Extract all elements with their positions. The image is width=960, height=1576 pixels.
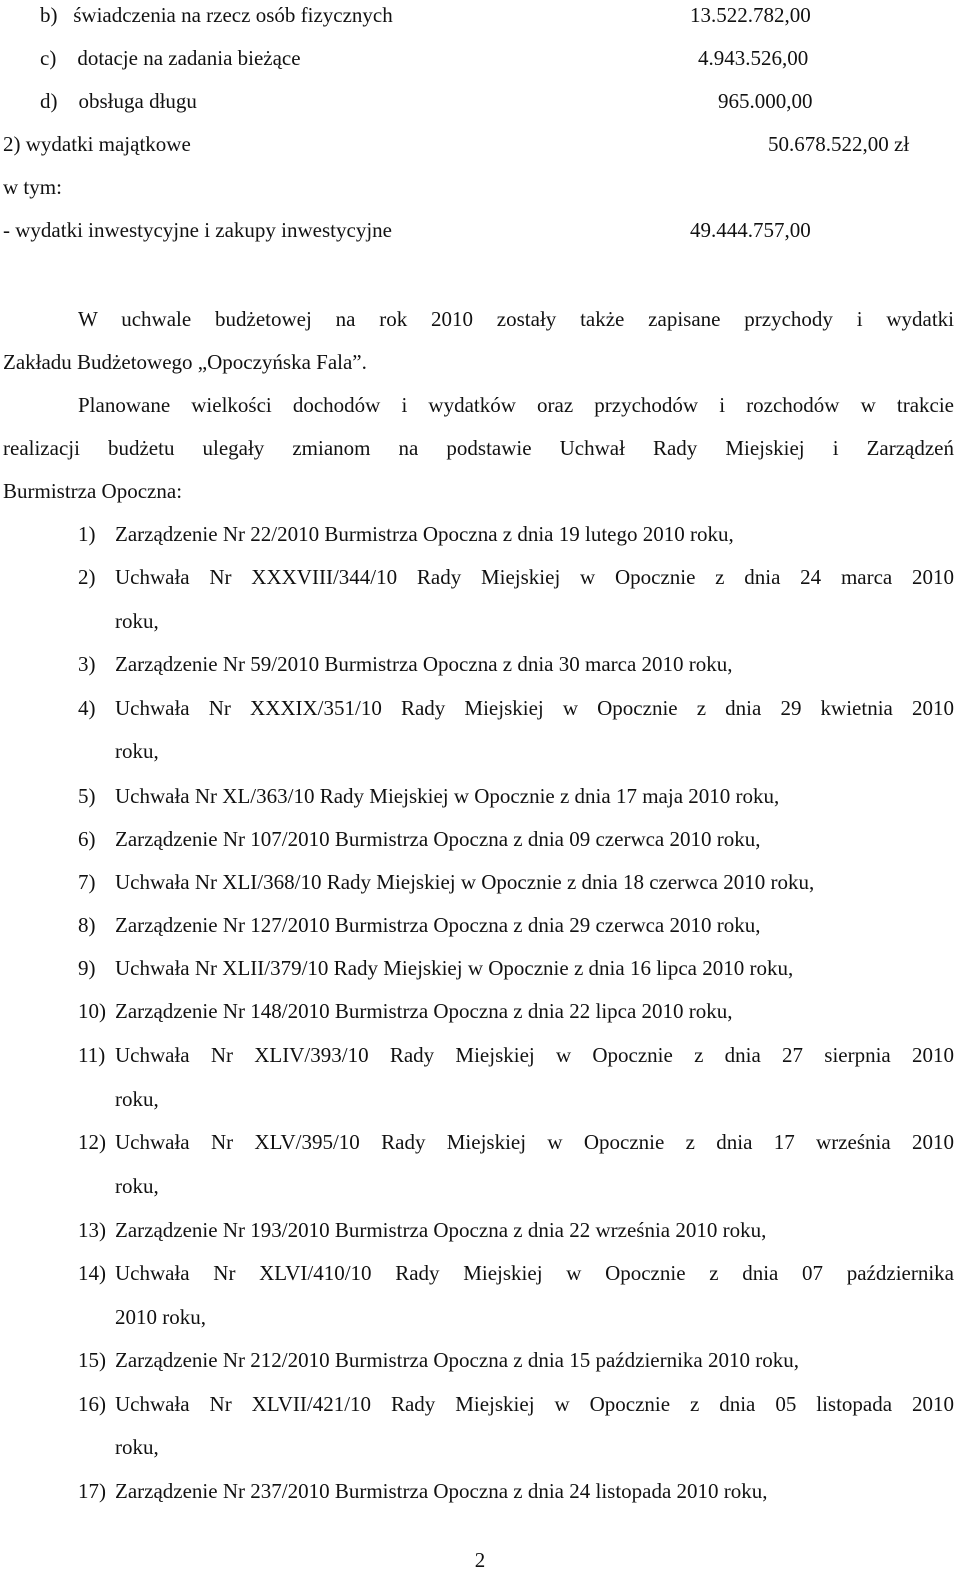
list-item-number: 12) [78,1130,106,1154]
paragraph-line: realizacji budżetu ulegały zmianom na podstawie Uchwał Rady Miejskiej i Zarządzeń [3,436,954,460]
list-item-text: roku, [115,609,159,633]
list-item-number: 14) [78,1261,106,1285]
list-item-text: Zarządzenie Nr 193/2010 Burmistrza Opoczna z dnia 22 września 2010 roku, [115,1218,767,1242]
paragraph-line: Planowane wielkości dochodów i wydatków oraz przychodów i rozchodów w trakcie [78,393,954,417]
list-item-text: Uchwała Nr XLVII/421/10 Rady Miejskiej w Opocznie z dnia 05 listopada 2010 [115,1392,954,1416]
budget-label: - wydatki inwestycyjne i zakupy inwestycyjne [3,218,392,242]
list-item-text: roku, [115,1087,159,1111]
list-item-text: Uchwała Nr XLII/379/10 Rady Miejskiej w Opocznie z dnia 16 lipca 2010 roku, [115,956,794,980]
list-item-number: 8) [78,913,96,937]
budget-amount: 13.522.782,00 [690,3,811,27]
budget-amount: 4.943.526,00 [698,46,809,70]
budget-line [0,129,960,159]
paragraph-line: W uchwale budżetowej na rok 2010 zostały także zapisane przychody i wydatki [78,307,954,331]
budget-line [0,43,960,73]
list-item-number: 3) [78,652,96,676]
budget-label: c) dotacje na zadania bieżące [40,46,301,70]
paragraph-line: Zakładu Budżetowego „Opoczyńska Fala”. [3,350,367,374]
list-item-number: 17) [78,1479,106,1503]
list-item-number: 15) [78,1348,106,1372]
list-item-number: 5) [78,784,96,808]
list-item-text: roku, [115,739,159,763]
budget-amount: 49.444.757,00 [690,218,811,242]
list-item-text: Uchwała Nr XXXVIII/344/10 Rady Miejskiej w Opocznie z dnia 24 marca 2010 [115,565,954,589]
paragraph-line: Burmistrza Opoczna: [3,479,183,503]
page-number: 2 [474,1548,486,1572]
list-item-text: 2010 roku, [115,1305,206,1329]
budget-line [0,86,960,116]
list-item-number: 11) [78,1043,106,1067]
list-item-number: 7) [78,870,96,894]
list-item-text: Uchwała Nr XLVI/410/10 Rady Miejskiej w Opocznie z dnia 07 października [115,1261,954,1285]
budget-line [0,0,960,30]
list-item-text: Zarządzenie Nr 59/2010 Burmistrza Opoczna z dnia 30 marca 2010 roku, [115,652,733,676]
list-item-text: roku, [115,1435,159,1459]
list-item-number: 4) [78,696,96,720]
list-item-number: 13) [78,1218,106,1242]
list-item-text: Uchwała Nr XL/363/10 Rady Miejskiej w Opocznie z dnia 17 maja 2010 roku, [115,784,780,808]
list-item-number: 10) [78,999,106,1023]
budget-line [0,172,960,202]
list-item-number: 16) [78,1392,106,1416]
list-item-number: 6) [78,827,96,851]
list-item-text: Uchwała Nr XLV/395/10 Rady Miejskiej w Opocznie z dnia 17 września 2010 [115,1130,954,1154]
budget-amount: 965.000,00 [718,89,813,113]
budget-label: d) obsługa długu [40,89,197,113]
list-item-number: 9) [78,956,96,980]
list-item-text: Zarządzenie Nr 22/2010 Burmistrza Opoczna z dnia 19 lutego 2010 roku, [115,522,734,546]
list-item-number: 2) [78,565,96,589]
budget-label: b) świadczenia na rzecz osób fizycznych [40,3,393,27]
budget-amount: 50.678.522,00 zł [768,132,910,156]
list-item-text: Zarządzenie Nr 212/2010 Burmistrza Opoczna z dnia 15 października 2010 roku, [115,1348,799,1372]
list-item-text: roku, [115,1174,159,1198]
list-item-text: Uchwała Nr XLI/368/10 Rady Miejskiej w Opocznie z dnia 18 czerwca 2010 roku, [115,870,815,894]
budget-label: w tym: [3,175,62,199]
budget-line [0,215,960,245]
list-item-text: Uchwała Nr XLIV/393/10 Rady Miejskiej w Opocznie z dnia 27 sierpnia 2010 [115,1043,954,1067]
list-item-text: Zarządzenie Nr 107/2010 Burmistrza Opoczna z dnia 09 czerwca 2010 roku, [115,827,761,851]
list-item-text: Zarządzenie Nr 127/2010 Burmistrza Opoczna z dnia 29 czerwca 2010 roku, [115,913,761,937]
list-item-text: Zarządzenie Nr 237/2010 Burmistrza Opoczna z dnia 24 listopada 2010 roku, [115,1479,768,1503]
list-item-number: 1) [78,522,96,546]
list-item-text: Uchwała Nr XXXIX/351/10 Rady Miejskiej w Opocznie z dnia 29 kwietnia 2010 [115,696,954,720]
budget-label: 2) wydatki majątkowe [3,132,191,156]
list-item-text: Zarządzenie Nr 148/2010 Burmistrza Opoczna z dnia 22 lipca 2010 roku, [115,999,733,1023]
